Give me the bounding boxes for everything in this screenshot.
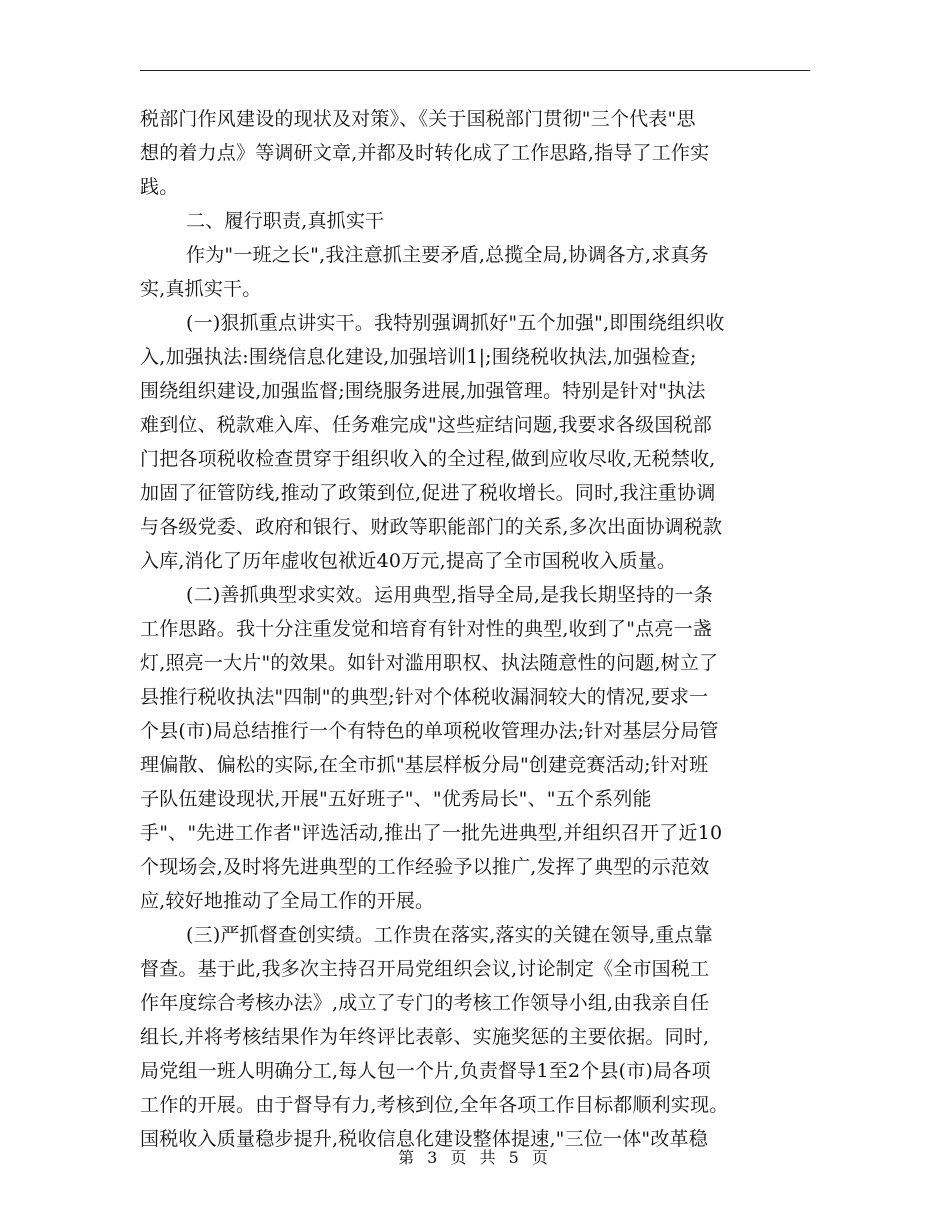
text-line: 工作的开展。由于督导有力,考核到位,全年各项工作目标都顺利实现。 <box>140 1094 729 1116</box>
text-line: 督查。基于此,我多次主持召开局党组织会议,讨论制定《全市国税工 <box>140 958 710 980</box>
text-line: 与各级党委、政府和银行、财政等职能部门的关系,多次出面协调税款 <box>140 516 723 538</box>
text-line: 个县(市)局总结推行一个有特色的单项税收管理办法;针对基层分局管 <box>140 720 719 742</box>
text-line: 县推行税收执法"四制"的典型;针对个体税收漏洞较大的情况,要求一 <box>140 686 709 708</box>
text-line: 理偏散、偏松的实际,在全市抓"基层样板分局"创建竞赛活动;针对班 <box>140 754 709 776</box>
text-line: (一)狠抓重点讲实干。我特别强调抓好"五个加强",即围绕组织收 <box>186 312 725 334</box>
text-line: 围绕组织建设,加强监督;围绕服务进展,加强管理。特别是针对"执法 <box>140 380 706 402</box>
text-line: 个现场会,及时将先进典型的工作经验予以推广,发挥了典型的示范效 <box>140 856 710 878</box>
header-rule <box>140 70 810 71</box>
text-line: 难到位、税款难入库、任务难完成"这些症结问题,我要求各级国税部 <box>140 414 712 436</box>
text-line: 税部门作风建设的现状及对策》、《关于国税部门贯彻"三个代表"思 <box>140 108 696 130</box>
text-line: 践。 <box>140 176 179 198</box>
document-body <box>140 102 810 1156</box>
text-line: 入库,消化了历年虚收包袱近40万元,提高了全市国税收入质量。 <box>140 550 677 572</box>
page-number: 第 3 页 共 5 页 <box>398 1148 552 1167</box>
section-heading: 二、履行职责,真抓实干 <box>186 210 385 232</box>
text-line: 灯,照亮一大片"的效果。如针对滥用职权、执法随意性的问题,树立了 <box>140 652 719 674</box>
text-line: 工作思路。我十分注重发觉和培育有针对性的典型,收到了"点亮一盏 <box>140 618 712 640</box>
text-line: 国税收入质量稳步提升,税收信息化建设整体提速,"三位一体"改革稳 <box>140 1128 708 1150</box>
text-line: 实,真抓实干。 <box>140 278 262 300</box>
text-line: (二)善抓典型求实效。运用典型,指导全局,是我长期坚持的一条 <box>186 584 713 606</box>
text-line: 加固了征管防线,推动了政策到位,促进了税收增长。同时,我注重协调 <box>140 482 716 504</box>
text-line: 作年度综合考核办法》,成立了专门的考核工作领导小组,由我亲自任 <box>140 992 710 1014</box>
text-line: 想的着力点》等调研文章,并都及时转化成了工作思路,指导了工作实 <box>140 142 710 164</box>
text-line: 局党组一班人明确分工,每人包一个片,负责督导1至2个县(市)局各项 <box>140 1060 711 1082</box>
text-line: 子队伍建设现状,开展"五好班子"、"优秀局长"、"五个系列能 <box>140 788 652 810</box>
text-line: 手"、"先进工作者"评选活动,推出了一批先进典型,并组织召开了近10 <box>140 822 723 844</box>
text-line: (三)严抓督查创实绩。工作贵在落实,落实的关键在领导,重点靠 <box>186 924 713 946</box>
text-line: 组长,并将考核结果作为年终评比表彰、实施奖惩的主要依据。同时, <box>140 1026 710 1048</box>
text-line: 应,较好地推动了全局工作的开展。 <box>140 890 435 912</box>
text-line: 门把各项税收检查贯穿于组织收入的全过程,做到应收尽收,无税禁收, <box>140 448 716 470</box>
text-line: 作为"一班之长",我注意抓主要矛盾,总揽全局,协调各方,求真务 <box>186 244 709 266</box>
text-line: 入,加强执法:围绕信息化建设,加强培训1|;围绕税收执法,加强检查; <box>140 346 697 368</box>
